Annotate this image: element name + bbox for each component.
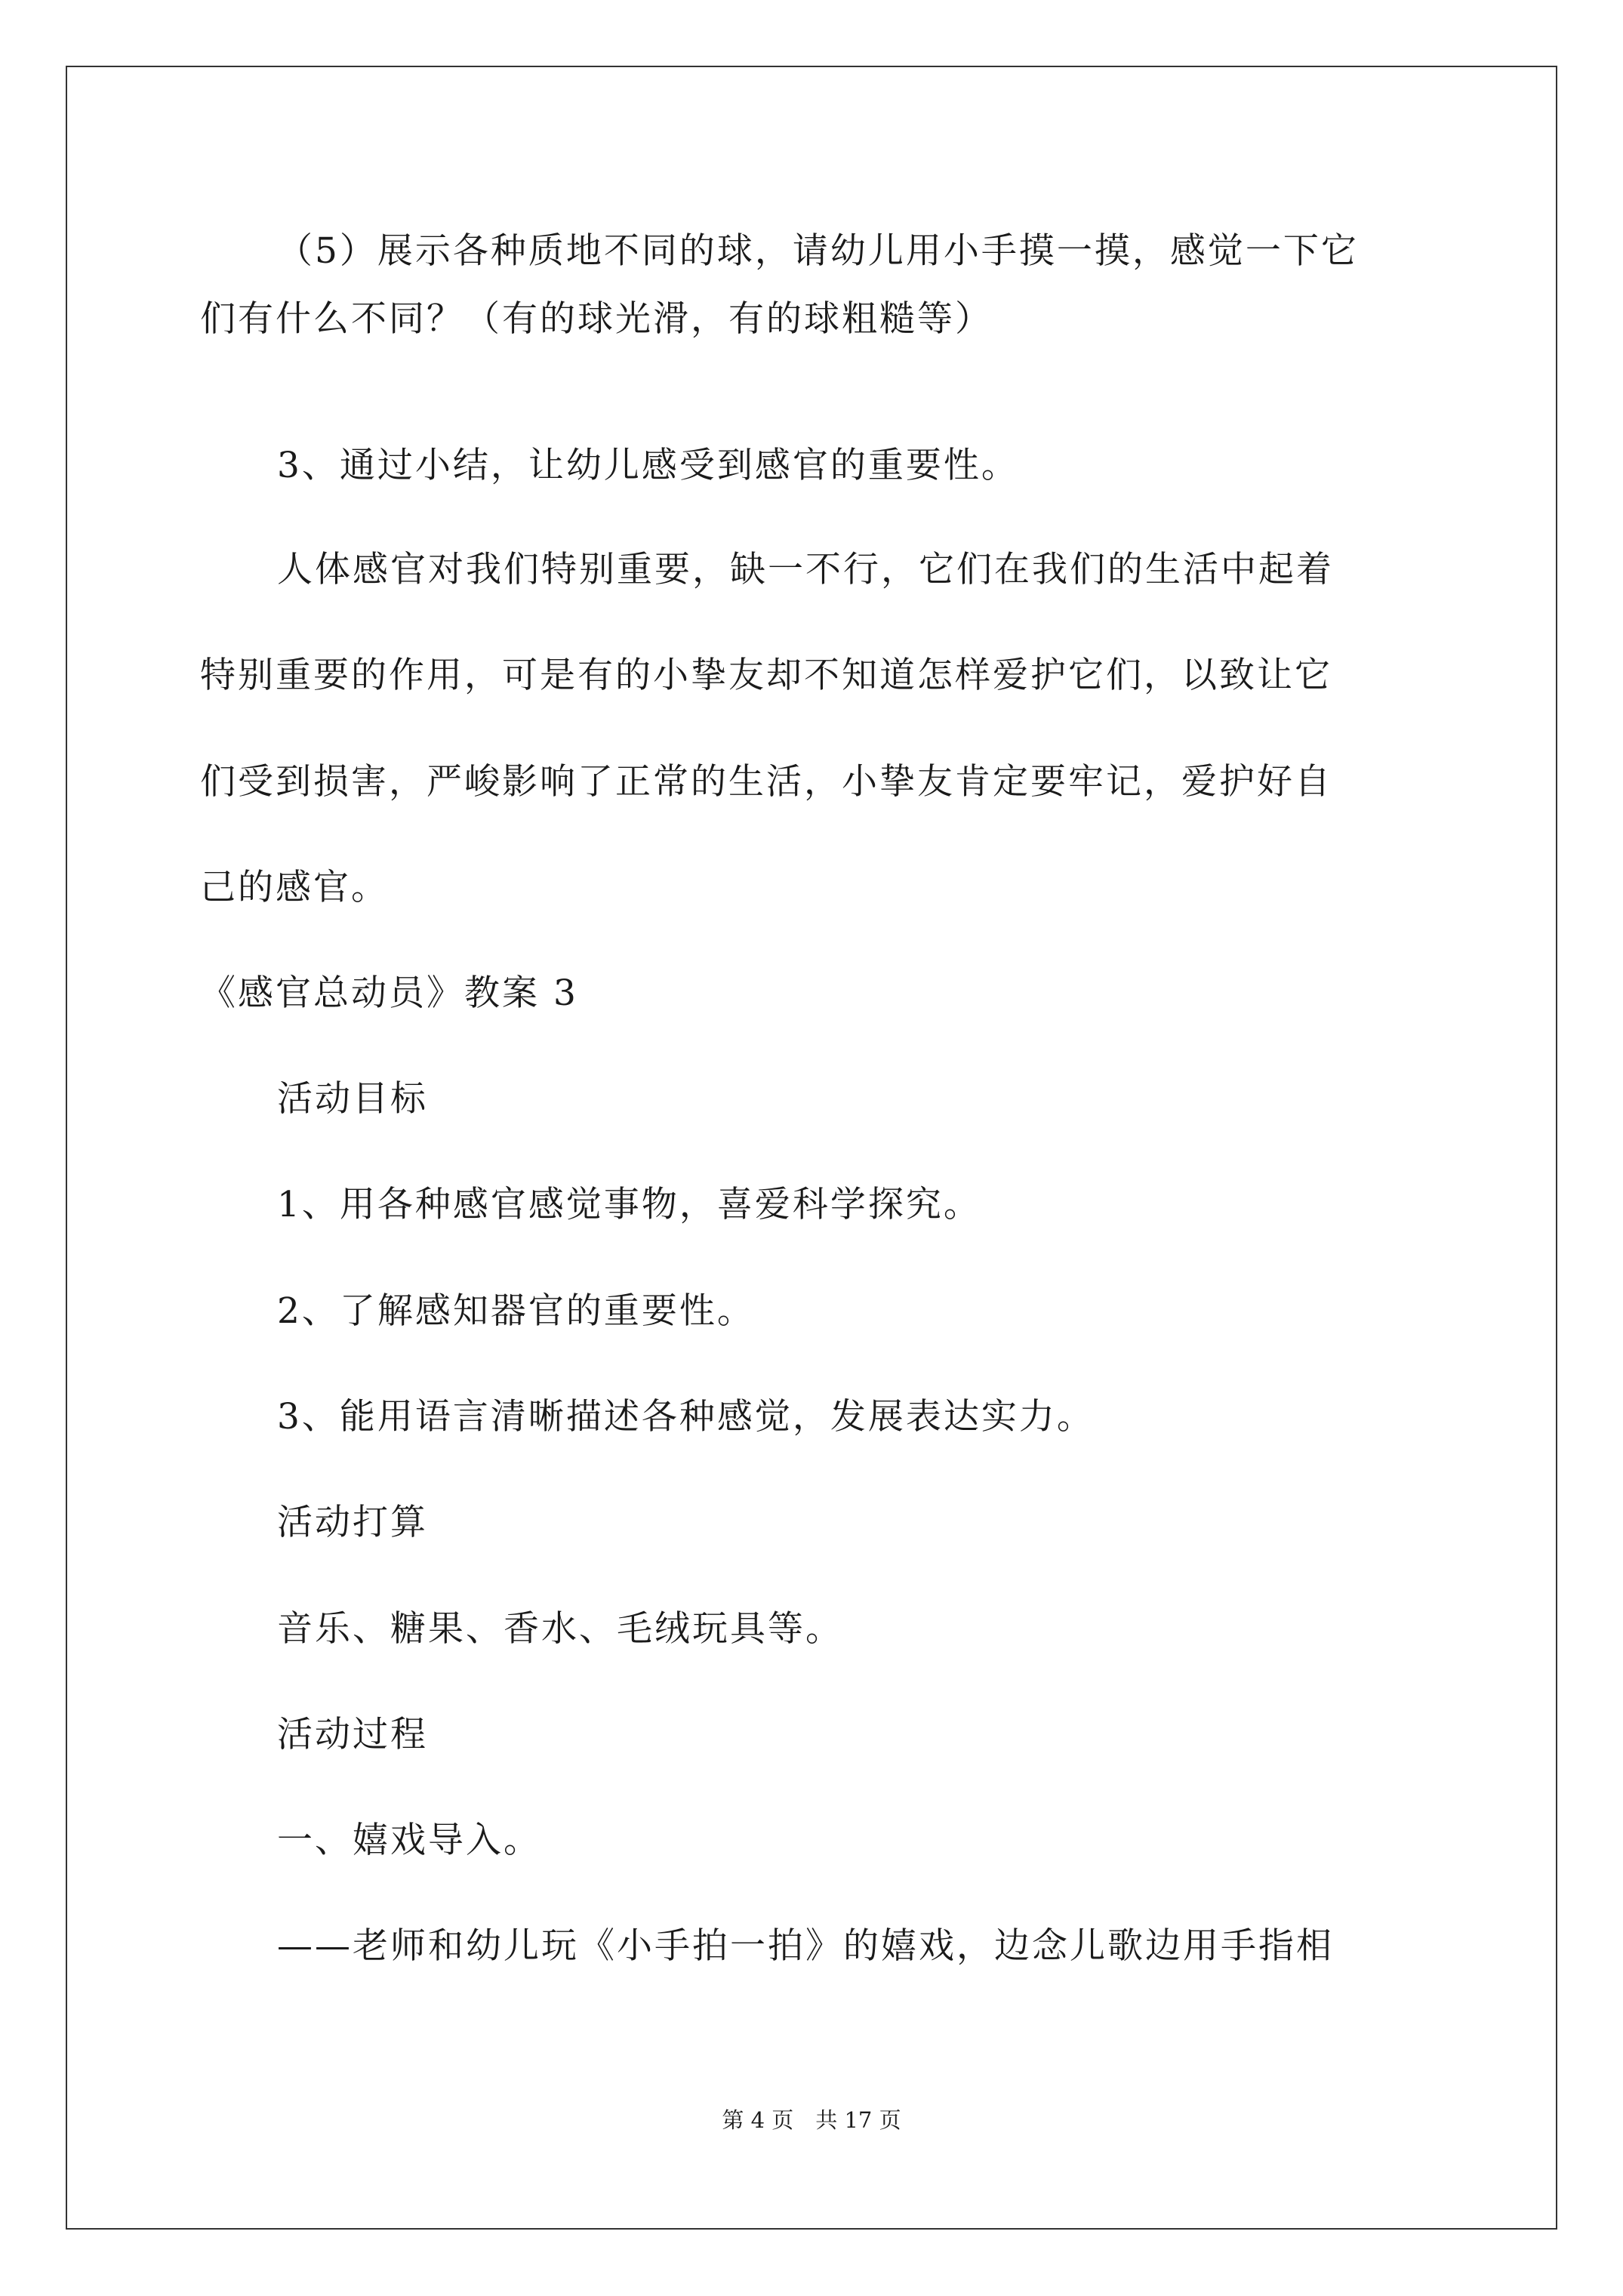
- list-item: 一、嬉戏导入。: [277, 1820, 541, 1861]
- paragraph-line: ——老师和幼儿玩《小手拍一拍》的嬉戏，边念儿歌边用手指相: [277, 1925, 1334, 1967]
- section-heading: 《感官总动员》教案 3: [200, 972, 578, 1014]
- subheading: 活动目标: [277, 1078, 428, 1120]
- paragraph-line: 己的感官。: [200, 867, 389, 908]
- paragraph-line: （5）展示各种质地不同的球，请幼儿用小手摸一摸，感觉一下它: [277, 230, 1359, 272]
- list-item: 3、能用语言清晰描述各种感觉，发展表达实力。: [277, 1396, 1095, 1438]
- paragraph-line: 音乐、糖果、香水、毛绒玩具等。: [277, 1608, 843, 1650]
- list-item: 2、了解感知器官的重要性。: [277, 1290, 755, 1332]
- paragraph-line: 特别重要的作用，可是有的小挚友却不知道怎样爱护它们，以致让它: [200, 655, 1332, 696]
- page-number: 第 4 页 共 17 页: [722, 2107, 901, 2133]
- subheading: 活动过程: [277, 1714, 428, 1755]
- list-item: 1、用各种感官感觉事物，喜爱科学探究。: [277, 1184, 981, 1225]
- page-border: [66, 66, 1557, 2230]
- paragraph-line: 们受到损害，严峻影响了正常的生活，小挚友肯定要牢记，爱护好自: [200, 761, 1332, 803]
- paragraph-line: 人体感官对我们特别重要，缺一不行，它们在我们的生活中起着: [277, 549, 1334, 590]
- paragraph-line: 们有什么不同？（有的球光滑，有的球粗糙等）: [200, 298, 993, 340]
- subheading: 活动打算: [277, 1502, 428, 1543]
- paragraph-line: 3、通过小结，让幼儿感受到感官的重要性。: [277, 445, 1019, 486]
